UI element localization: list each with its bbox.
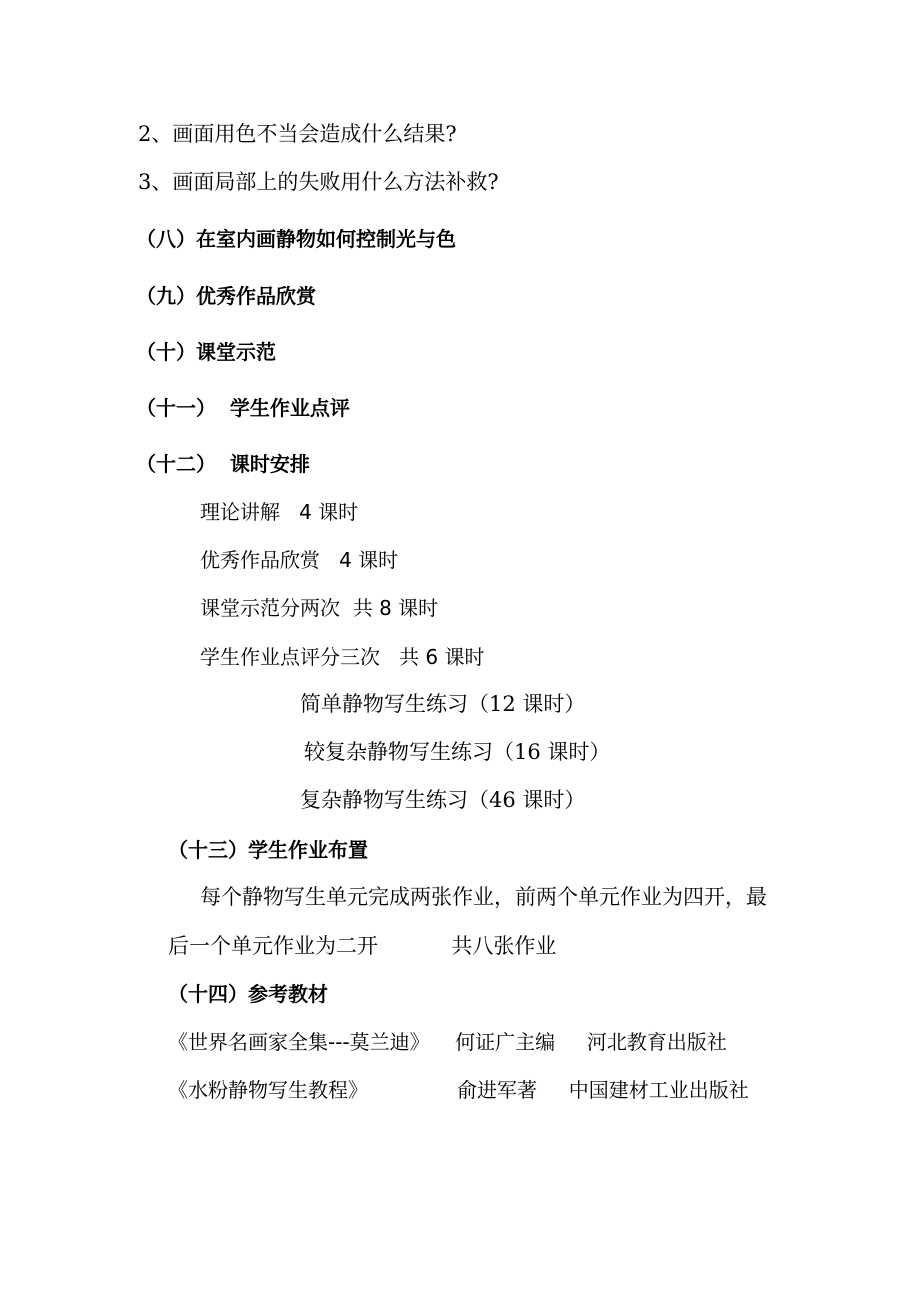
- section-9-heading: （九）优秀作品欣赏: [136, 284, 316, 308]
- question-3: 3、画面局部上的失败用什么方法补救?: [138, 170, 499, 194]
- schedule-medium-still-life: 较复杂静物写生练习（16 课时）: [304, 740, 611, 764]
- reference-book-1: 《世界名画家全集---莫兰迪》 何证广主编 河北教育出版社: [168, 1030, 727, 1054]
- section-14-heading: （十四）参考教材: [168, 982, 328, 1006]
- schedule-theory: 理论讲解 4 课时: [200, 500, 359, 524]
- assignment-text-line-1: 每个静物写生单元完成两张作业，前两个单元作业为四开，最: [200, 885, 767, 909]
- section-8-heading: （八）在室内画静物如何控制光与色: [136, 227, 456, 251]
- reference-book-2: 《水粉静物写生教程》 俞进军著 中国建材工业出版社: [168, 1078, 749, 1102]
- section-12-heading: （十二） 课时安排: [136, 452, 310, 476]
- schedule-review: 学生作业点评分三次 共 6 课时: [200, 645, 485, 669]
- section-11-heading: （十一） 学生作业点评: [136, 396, 350, 420]
- schedule-appreciation: 优秀作品欣赏 4 课时: [200, 548, 399, 572]
- schedule-demo: 课堂示范分两次 共 8 课时: [200, 596, 439, 620]
- section-10-heading: （十）课堂示范: [136, 340, 276, 364]
- section-13-heading: （十三）学生作业布置: [168, 838, 368, 862]
- question-2: 2、画面用色不当会造成什么结果?: [138, 122, 457, 146]
- schedule-complex-still-life: 复杂静物写生练习（46 课时）: [300, 788, 586, 812]
- schedule-simple-still-life: 简单静物写生练习（12 课时）: [300, 692, 586, 716]
- assignment-text-line-2: 后一个单元作业为二开 共八张作业: [168, 934, 557, 958]
